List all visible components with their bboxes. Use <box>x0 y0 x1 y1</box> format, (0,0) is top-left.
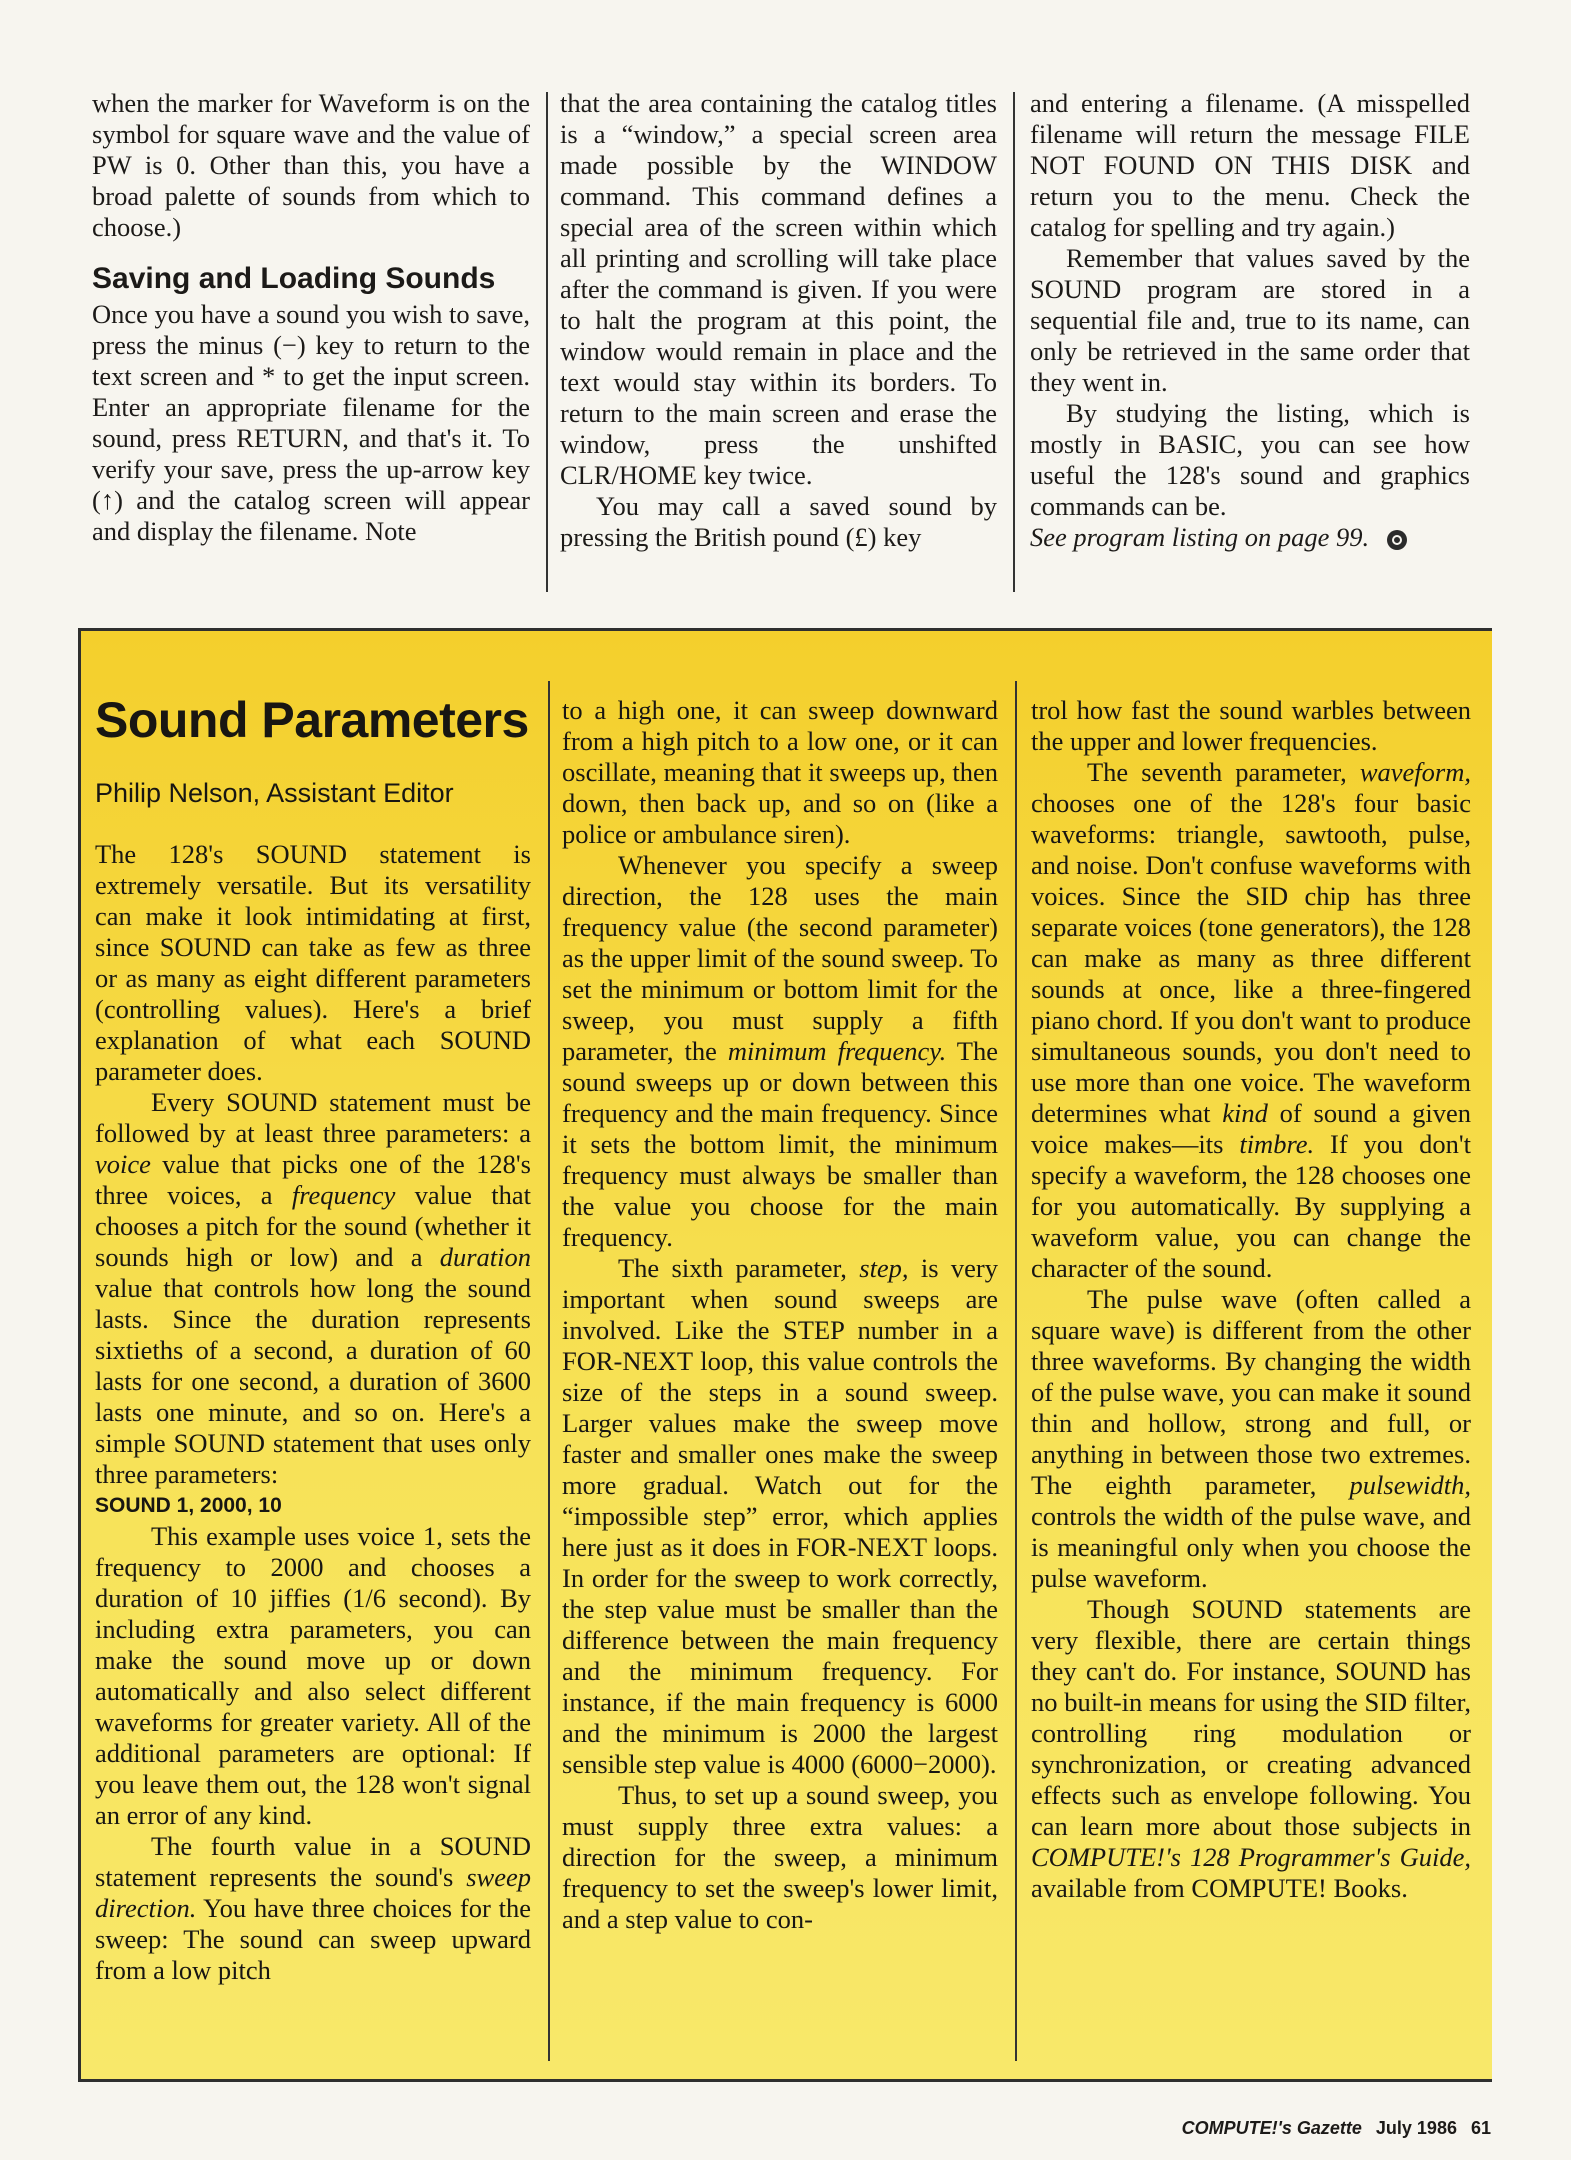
sidebar-col2-paragraph-4: Thus, to set up a sound sweep, you must supply three extra values: a direction for the sweep, a minimum frequency to set the sweep's lower limit, and a step value to con- <box>562 1780 998 1934</box>
sidebar-col1-paragraph-3: This example uses voice 1, sets the frequency to 2000 and chooses a duration of 10 jiffies (1/6 second). By including extra parameters, you can make the sound move up or down automatically and also select different waveforms for greater variety. All of the additional parameters are optional: If you leave them out, the 128 won't signal an error of any kind. <box>95 1521 531 1830</box>
text-run: chooses one of the 128's four basic waveforms: triangle, sawtooth, pulse, and noise. Don't confuse waveforms with voices. Since the SID chip has three separate voices (tone generators), the 128 can make as many as three different sounds at once, like a three-fingered piano chord. If you don't want to produce simultaneous sounds, you don't need to use more than one voice. The waveform determines what <box>1031 788 1472 1128</box>
top-column-1 <box>92 88 530 547</box>
top-col2-paragraph-1: that the area containing the catalog titles is a “window,” a special screen area made possible by the WINDOW command. This command defines a special area of the screen within which all printing and scrolling will take place after the command is given. If you were to halt the program at this point, the window would remain in place and the text would stay within its borders. To return to the main screen and erase the window, press the unshifted CLR/HOME key twice. <box>560 88 997 490</box>
term-kind: kind <box>1222 1098 1268 1128</box>
text-run: value that picks one of the 128's three voices, a <box>95 1149 531 1210</box>
text-run: of sound a given voice makes—its <box>1031 1098 1471 1159</box>
term-duration: duration <box>439 1242 531 1272</box>
sidebar-column-rule-1 <box>548 681 550 2061</box>
page-footer <box>1168 2118 1491 2139</box>
text-run: The pulse wave (often called a square wave) is different from the other three waveforms. By changing the width of the pulse wave, you can make it sound thin and hollow, strong and full, or anything in between those two extremes. The eighth parameter, <box>1031 1284 1471 1500</box>
sidebar-column-1 <box>95 691 531 1986</box>
sidebar-column-rule-2 <box>1015 681 1017 2061</box>
sidebar-col3-paragraph-4 <box>1031 1594 1471 1904</box>
top-column-3 <box>1030 88 1470 553</box>
sidebar-col3-paragraph-3 <box>1031 1284 1471 1594</box>
term-sweep-direction: sweep direction. <box>95 1862 531 1923</box>
text-run: is very important when sound sweeps are involved. Like the STEP number in a FOR-NEXT loop, this value controls the size of the steps in a sound sweep. Larger values make the sweep move faster and smaller ones make the sweep more gradual. Watch out for the “impossible step” error, which applies here just as it does in FOR-NEXT loops. In order for the sweep to work correctly, the step value must be smaller than the difference between the main frequency and the minimum frequency. For instance, if the main frequency is 6000 and the minimum is 2000 the largest sensible step value is 4000 (6000−2000). <box>562 1253 998 1779</box>
top-column-2 <box>560 88 997 553</box>
top-col1-paragraph-2: Once you have a sound you wish to save, press the minus (−) key to return to the text screen and * to get the input screen. Enter an appropriate filename for the sound, press RETURN, and that's it. To verify your save, press the up-arrow key (↑) and the catalog screen will appear and display the filename. Note <box>92 299 530 546</box>
end-mark-icon <box>1387 530 1407 550</box>
text-run: The seventh parameter, <box>1087 757 1360 787</box>
footer-page-number: 61 <box>1470 2118 1491 2138</box>
column-rule-2 <box>1013 92 1015 592</box>
text-run: value that controls how long the sound lasts. Since the duration represents sixtieths of a second, a duration of 60 lasts for one second, a duration of 3600 lasts one minute, and so on. Here's a simple SOUND statement that uses only three parameters: <box>95 1273 531 1489</box>
section-heading-saving-loading: Saving and Loading Sounds <box>92 262 496 295</box>
sidebar-col1-paragraph-4 <box>95 1831 531 1986</box>
text-run: controls the width of the pulse wave, and is meaningful only when you choose the pulse waveform. <box>1031 1501 1471 1593</box>
text-run: Every SOUND statement must be followed by at least three parameters: a <box>95 1087 531 1148</box>
term-timbre: timbre. <box>1239 1129 1315 1159</box>
text-run: The fourth value in a SOUND statement represents the sound's <box>95 1831 531 1892</box>
term-waveform: waveform, <box>1359 757 1471 787</box>
term-pulsewidth: pulsewidth, <box>1349 1470 1471 1500</box>
term-step: step, <box>859 1253 909 1283</box>
top-col1-paragraph-1: when the marker for Waveform is on the symbol for square wave and the value of PW is 0. Other than this, you have a broad palette of sounds from which to choose.) <box>92 88 530 242</box>
footer-publication: COMPUTE!'s Gazette <box>1181 2118 1362 2138</box>
text-run: You have three choices for the sweep: The sound can sweep upward from a low pitch <box>95 1893 531 1985</box>
top-col3-paragraph-1: and entering a filename. (A misspelled filename will return the message FILE NOT FOUND ON THIS DISK and return you to the menu. Check the catalog for spelling and try again.) <box>1030 88 1470 242</box>
text-run: The sixth parameter, <box>618 1253 860 1283</box>
text-run: The sound sweeps up or down between this frequency and the main frequency. Since it sets the bottom limit, the minimum frequency must always be smaller than the value you choose for the main frequency. <box>562 1036 998 1252</box>
term-minimum-frequency: minimum frequency. <box>727 1036 947 1066</box>
see-listing-text: See program listing on page 99. <box>1030 522 1370 552</box>
text-run: value that chooses a pitch for the sound (whether it sounds high or low) and a <box>95 1180 531 1272</box>
sidebar-column-3 <box>1031 695 1471 1904</box>
see-listing-line <box>1030 522 1470 553</box>
sidebar-title: Sound Parameters <box>95 692 529 748</box>
sidebar-col2-paragraph-1: to a high one, it can sweep downward from a high pitch to a low one, or it can oscillate, meaning that it sweeps up, then down, then back up, and so on (like a police or ambulance siren). <box>562 695 998 849</box>
sidebar-column-2 <box>562 695 998 1935</box>
code-example: SOUND 1, 2000, 10 <box>95 1494 282 1517</box>
top-col3-paragraph-3: By studying the listing, which is mostly in BASIC, you can see how useful the 128's sound and graphics commands can be. <box>1030 398 1470 521</box>
column-rule-1 <box>546 92 548 592</box>
term-frequency: frequency <box>291 1180 396 1210</box>
text-run: available from COMPUTE! Books. <box>1031 1873 1408 1903</box>
sidebar-byline: Philip Nelson, Assistant Editor <box>95 778 454 808</box>
sidebar-col2-paragraph-2 <box>562 850 998 1253</box>
text-run: Whenever you specify a sweep direction, the 128 uses the main frequency value (the second parameter) as the upper limit of the sound sweep. To set the minimum or bottom limit for the sweep, you must supply a fifth parameter, the <box>562 850 998 1066</box>
top-col3-paragraph-2: Remember that values saved by the SOUND program are stored in a sequential file and, true to its name, can only be retrieved in the same order that they went in. <box>1030 243 1470 397</box>
sidebar-col3-paragraph-2 <box>1031 757 1471 1284</box>
sidebar-col1-paragraph-2 <box>95 1087 531 1490</box>
text-run: If you don't specify a waveform, the 128 chooses one for you automatically. By supplying a waveform value, you can change the character of the sound. <box>1031 1129 1471 1283</box>
top-col2-paragraph-2: You may call a saved sound by pressing the British pound (£) key <box>560 491 997 552</box>
footer-date: July 1986 <box>1375 2118 1457 2138</box>
text-run: Though SOUND statements are very flexible, there are certain things they can't do. For instance, SOUND has no built-in means for using the SID filter, controlling ring modulation or synchronization, or creating advanced effects such as envelope following. You can learn more about those subjects in <box>1031 1594 1471 1841</box>
sidebar-col1-paragraph-1: The 128's SOUND statement is extremely versatile. But its versatility can make it look intimidating at first, since SOUND can take as few as three or as many as eight different parameters (controlling values). Here's a brief explanation of what each SOUND parameter does. <box>95 839 531 1086</box>
book-title: COMPUTE!'s 128 Programmer's Guide, <box>1031 1842 1471 1872</box>
sound-parameters-sidebar <box>78 628 1492 2082</box>
term-voice: voice <box>95 1149 151 1179</box>
sidebar-col3-paragraph-1: trol how fast the sound warbles between the upper and lower frequencies. <box>1031 695 1471 756</box>
sidebar-col2-paragraph-3 <box>562 1253 998 1780</box>
